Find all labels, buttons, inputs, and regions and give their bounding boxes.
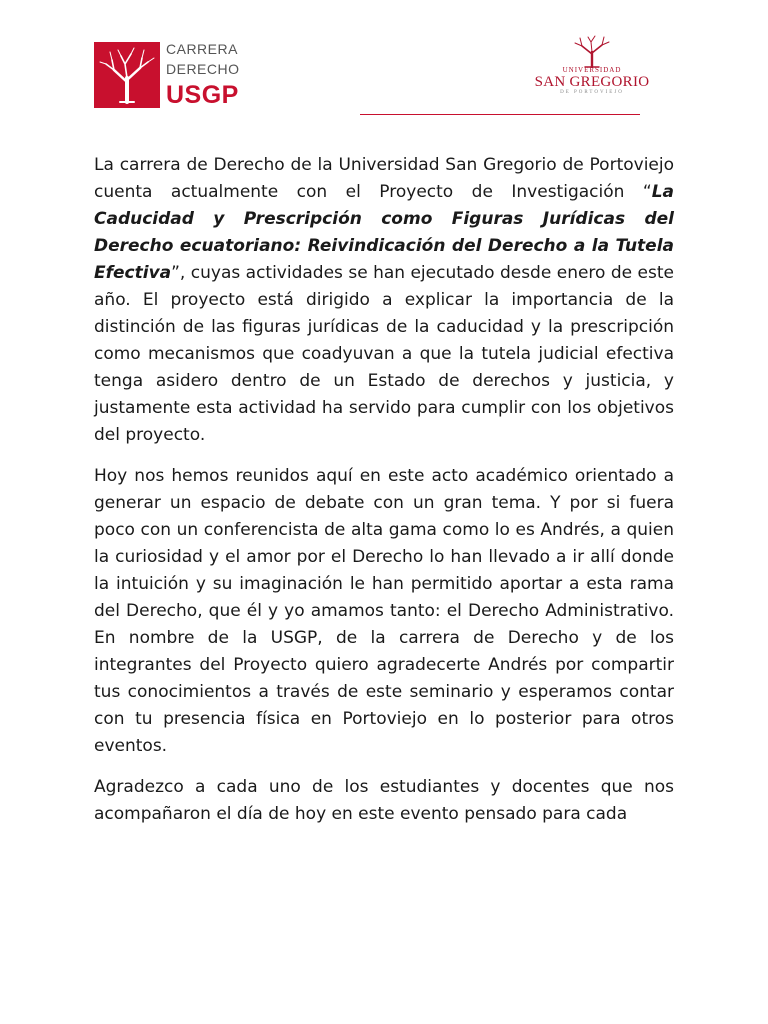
logo-san-gregorio: SAN GREGORIO <box>534 74 650 90</box>
logo-universidad: UNIVERSIDAD <box>562 66 622 74</box>
tree-logo-icon <box>94 42 160 108</box>
universidad-san-gregorio-logo <box>534 34 650 102</box>
header-divider <box>360 114 640 115</box>
tree-icon <box>570 34 614 68</box>
paragraph-2: Hoy nos hemos reunidos aquí en este acto académico orientado a generar un espacio de debate con un gran tema. Y por si fuera poco con un conferencista de alta gama como lo es Andrés, a quien la curiosidad y el amor por el Derecho lo han llevado a ir allí donde la intuición y su imaginación le han permitido aportar a esta rama del Derecho, que él y yo amamos tanto: el Derecho Administrativo. En nombre de la USGP, de la carrera de Derecho y de los integrantes del Proyecto quiero agradecerte Andrés por compartir tus conocimientos a través de este seminario y esperamos contar con tu presencia física en Portoviejo en lo posterior para otros eventos. <box>94 466 674 756</box>
document-header <box>0 0 768 120</box>
logo-portoviejo: DE PORTOVIEJO <box>560 90 624 95</box>
paragraph-1 <box>94 152 674 449</box>
logo-line-derecho: DERECHO <box>166 61 240 77</box>
project-title: La Caducidad y Prescripción como Figuras Jurídicas del Derecho ecuatoriano: Reivindicación del Derecho a la Tutela Efectiva <box>94 182 674 283</box>
paragraph-1-rest: ”, cuyas actividades se han ejecutado desde enero de este año. El proyecto está dirigido a explicar la importancia de la distinción de las figuras jurídicas de la caducidad y la prescripción como mecanismos que coadyuvan a que la tutela judicial efectiva tenga asidero dentro de un Estado de derechos y justicia, y justamente esta actividad ha servido para cumplir con los objetivos del proyecto. <box>94 263 674 445</box>
document-body <box>94 152 674 842</box>
carrera-derecho-logo <box>94 42 240 108</box>
logo-line-carrera: CARRERA <box>166 41 238 57</box>
paragraph-3: Agradezco a cada uno de los estudiantes y docentes que nos acompañaron el día de hoy en este evento pensado para cada <box>94 777 674 824</box>
logo-line-usgp: USGP <box>166 81 239 109</box>
paragraph-1-intro: La carrera de Derecho de la Universidad San Gregorio de Portoviejo cuenta actualmente con el Proyecto de Investigación “ <box>94 155 674 202</box>
